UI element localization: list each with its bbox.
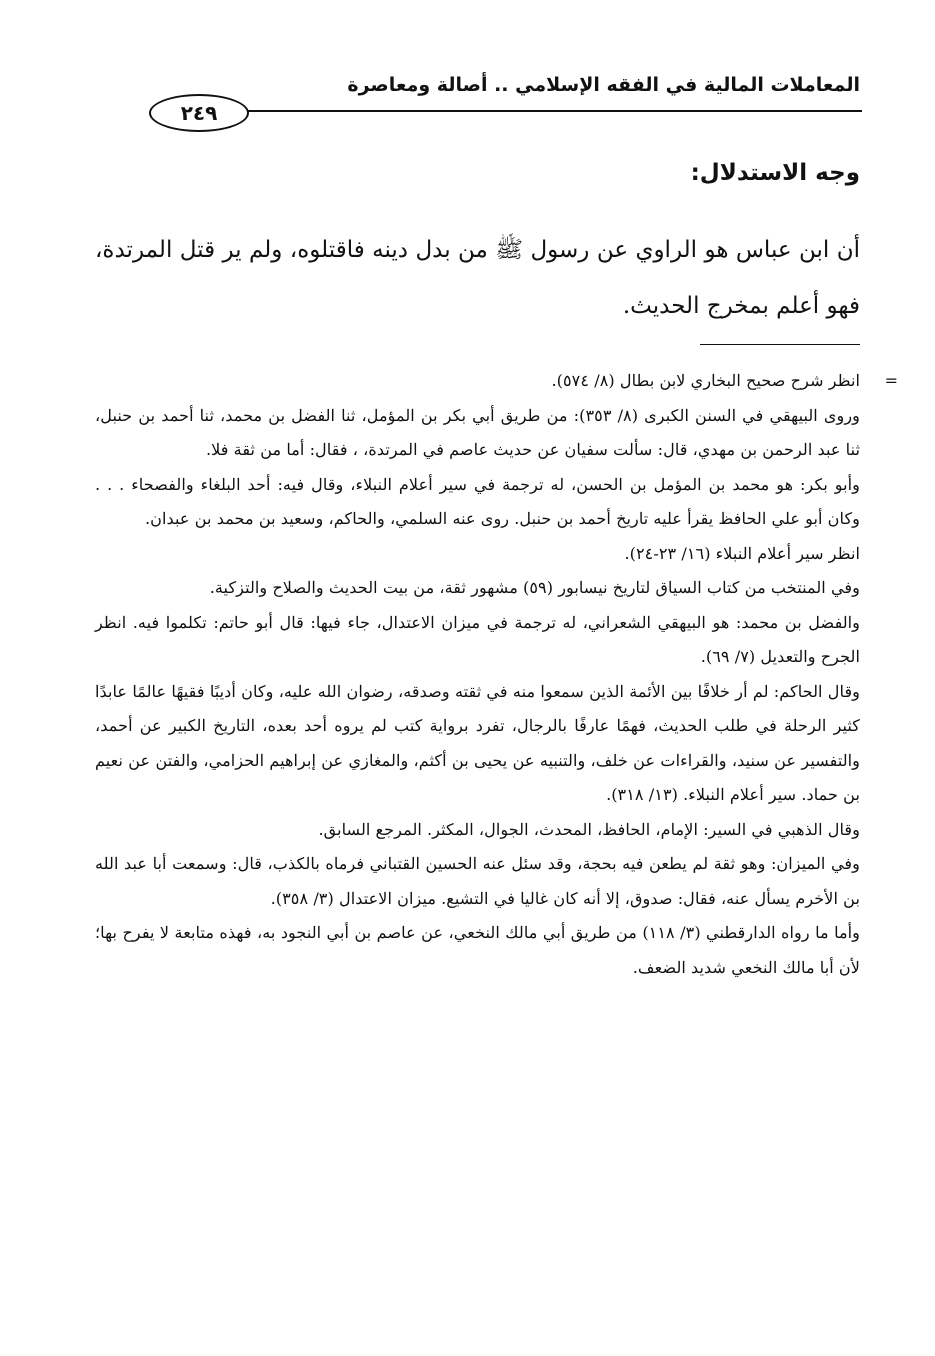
footnote-paragraph: وأبو بكر: هو محمد بن المؤمل بن الحسن، له ترجمة في سير أعلام النبلاء، وقال فيه: أحد البلغاء والفصحاء . . . وكان أبو علي الحافظ يقرأ عليه تاريخ أحمد بن حنبل. روى عنه السلمي، والحاكم، وسعيد بن محمد بن عبدان.	[95, 474, 860, 528]
header-rule	[245, 110, 862, 112]
footnotes	[95, 364, 898, 985]
section-heading: وجه الاستدلال:	[690, 160, 860, 186]
footnote-paragraph: وفي المنتخب من كتاب السياق لتاريخ نيسابور (٥٩) مشهور ثقة، من بيت الحديث والصلاح والتزكية.	[209, 578, 860, 597]
footnote-paragraph: وأما ما رواه الدارقطني (٣/ ١١٨) من طريق أبي مالك النخعي، عن عاصم بن أبي النجود به، فهذه متابعة لا يفرح بها؛ لأن أبا مالك النخعي شديد الضعف.	[95, 923, 860, 977]
page-number: ٢٤٩	[149, 94, 249, 132]
footnote-paragraph: وقال الذهبي في السير: الإمام، الحافظ، المحدث، الجوال، المكثر. المرجع السابق.	[318, 819, 860, 839]
footnote-continuation-marker: =	[884, 371, 898, 390]
footnote-paragraph: انظر سير أعلام النبلاء (١٦/ ٢٣-٢٤).	[624, 543, 860, 563]
footnote-paragraph: وفي الميزان: وهو ثقة لم يطعن فيه بحجة، وقد سئل عنه الحسين القتباني فرماه بالكذب، قال: وسمعت أبا عبد الله بن الأخرم يسأل عنه، فقال: صدوق، إلا أنه كان غاليا في التشيع. ميزان الاعتدال (٣/ ٣٥٨).	[95, 854, 860, 908]
running-title: المعاملات المالية في الفقه الإسلامي .. أصالة ومعاصرة	[347, 74, 860, 96]
footnote-paragraph: وقال الحاكم: لم أر خلافًا بين الأئمة الذين سمعوا منه في ثقته وصدقه، رضوان الله عليه، وكان أديبًا فقيهًا عالمًا عابدًا كثير الرحلة في طلب الحديث، فهمًا عارفًا بالرجال، تفرد برواية كتب لم يروه أحد بعده، التاريخ الكبير عن أحمد، والتفسير عن سنيد، والقراءات عن خلف، والتنبيه عن يحيى بن أكثم، والمغازي عن إبراهيم الحزامي، والفتن عن نعيم بن حماد. سير أعلام النبلاء. (١٣/ ٣١٨).	[95, 681, 860, 804]
main-paragraph: أن ابن عباس هو الراوي عن رسول ﷺ من بدل دينه فاقتلوه، ولم ير قتل المرتدة، فهو أعلم بمخرج الحديث.	[95, 237, 860, 319]
footnote-paragraph: انظر شرح صحيح البخاري لابن بطال (٨/ ٥٧٤).	[551, 371, 860, 390]
page-header	[95, 72, 860, 134]
footnote-separator	[700, 344, 860, 345]
footnote-paragraph: والفضل بن محمد: هو البيهقي الشعراني، له ترجمة في ميزان الاعتدال، جاء فيها: قال أبو حاتم: تكلموا فيه. انظر الجرح والتعديل (٧/ ٦٩).	[95, 612, 860, 666]
footnote-paragraph: وروى البيهقي في السنن الكبرى (٨/ ٣٥٣): من طريق أبي بكر بن المؤمل، ثنا الفضل بن محمد، ثنا أحمد بن حنبل، ثنا عبد الرحمن بن مهدي، قال: سألت سفيان عن حديث عاصم في المرتدة، ، فقال: أما من ثقة فلا.	[95, 405, 860, 459]
